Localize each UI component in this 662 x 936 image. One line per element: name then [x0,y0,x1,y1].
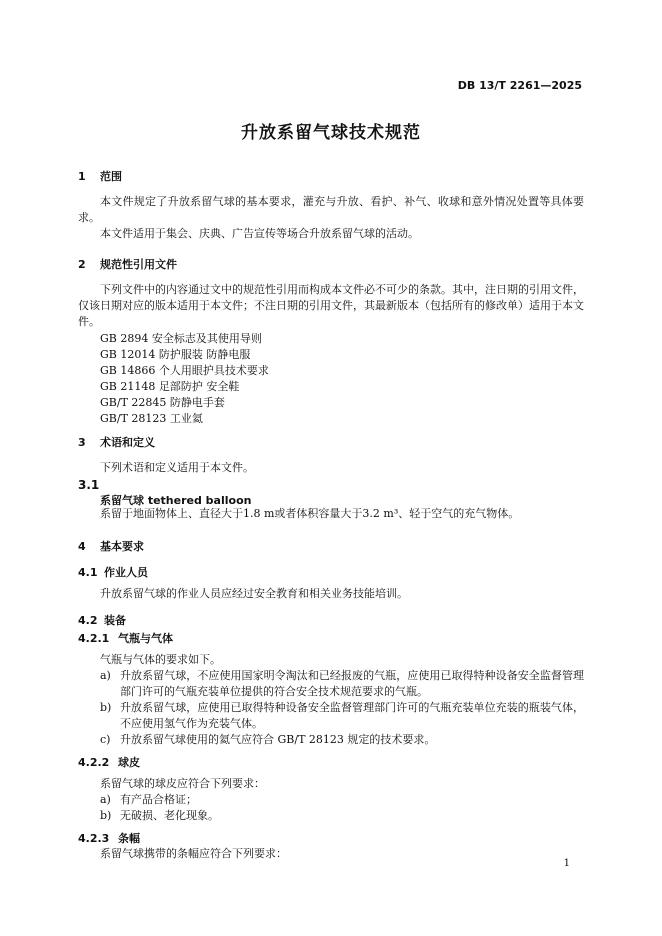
list-text: 升放系留气球使用的氦气应符合 GB/T 28123 规定的技术要求。 [120,733,436,746]
list-text: 升放系留气球，应使用已取得特种设备安全监督管理部门许可的气瓶充装单位充装的瓶装气体，不应使用氢气作为充装气体。 [120,701,584,730]
section-number: 1 [78,170,86,183]
list-text: 有产品合格证； [120,793,197,806]
section-title: 装备 [104,614,126,627]
list-item [100,732,584,748]
section-number: 4 [78,540,86,553]
list-marker: c) [100,733,111,746]
subsection-4-1-heading [78,564,148,580]
section-4-heading [78,538,144,554]
term-definition: 系留于地面物体上、直径大于1.8 m或者体积容量大于3.2 m³、轻于空气的充气物体。 [100,507,520,520]
section-title: 球皮 [118,756,140,769]
section-3-paragraph-1: 下列术语和定义适用于本文件。 [100,461,254,474]
reference-item: GB 12014 防护服装 防静电服 [100,348,251,361]
subsection-4-2-2-intro: 系留气球的球皮应符合下列要求： [100,777,265,790]
list-marker: b) [100,809,112,822]
section-number: 4.2.2 [78,756,110,769]
section-title: 范围 [100,170,122,183]
section-number: 4.2 [78,614,98,627]
section-3-heading [78,434,155,450]
section-2-heading [78,256,177,272]
reference-item: GB 2894 安全标志及其使用导则 [100,332,262,345]
list-marker: a) [100,793,111,806]
section-number: 3 [78,436,86,449]
subsection-4-2-1-intro: 气瓶与气体的要求如下。 [100,653,221,666]
page-number: 1 [563,858,570,869]
list-marker: b) [100,701,112,714]
document-title: 升放系留气球技术规范 [241,123,421,143]
section-number: 4.1 [78,566,98,579]
section-title: 条幅 [118,832,140,845]
subsection-4-2-1-heading [78,630,173,646]
term-name: 系留气球 tethered balloon [100,494,252,507]
list-marker: a) [100,669,111,682]
list-text: 无破损、老化现象。 [120,809,219,822]
reference-item: GB/T 22845 防静电手套 [100,396,225,409]
section-1-paragraph-2: 本文件适用于集会、庆典、广告宣传等场合升放系留气球的活动。 [100,227,419,240]
standard-code: DB 13/T 2261—2025 [457,79,582,92]
section-title: 术语和定义 [100,436,155,449]
subsection-4-1-paragraph: 升放系留气球的作业人员应经过安全教育和相关业务技能培训。 [100,587,408,600]
subsection-4-2-3-heading [78,830,140,846]
term-number: 3.1 [78,478,100,492]
subsection-4-2-3-intro: 系留气球携带的条幅应符合下列要求： [100,847,287,860]
section-title: 作业人员 [104,566,148,579]
section-title: 基本要求 [100,540,144,553]
list-item [100,668,584,700]
section-1-heading [78,168,122,184]
list-item [100,792,584,808]
section-title: 气瓶与气体 [118,632,173,645]
section-2-paragraph-1: 下列文件中的内容通过文中的规范性引用而构成本文件必不可少的条款。其中，注日期的引用文件，仅该日期对应的版本适用于本文件；不注日期的引用文件，其最新版本（包括所有的修改单）适用于本文件。 [78,283,584,328]
reference-item: GB 21148 足部防护 安全鞋 [100,380,240,393]
section-number: 4.2.3 [78,832,110,845]
list-item [100,700,584,732]
subsection-4-2-2-heading [78,754,140,770]
list-text: 升放系留气球，不应使用国家明令淘汰和已经报废的气瓶，应使用已取得特种设备安全监督管理部门许可的气瓶充装单位提供的符合安全技术规范要求的气瓶。 [120,669,584,698]
section-number: 4.2.1 [78,632,110,645]
section-number: 2 [78,258,86,271]
reference-item: GB/T 28123 工业氦 [100,412,203,425]
reference-item: GB 14866 个人用眼护具技术要求 [100,364,269,377]
section-1-paragraph-1: 本文件规定了升放系留气球的基本要求，灌充与升放、看护、补气、收球和意外情况处置等具体要求。 [78,195,584,224]
subsection-4-2-heading [78,612,126,628]
section-title: 规范性引用文件 [100,258,177,271]
list-item [100,808,584,824]
